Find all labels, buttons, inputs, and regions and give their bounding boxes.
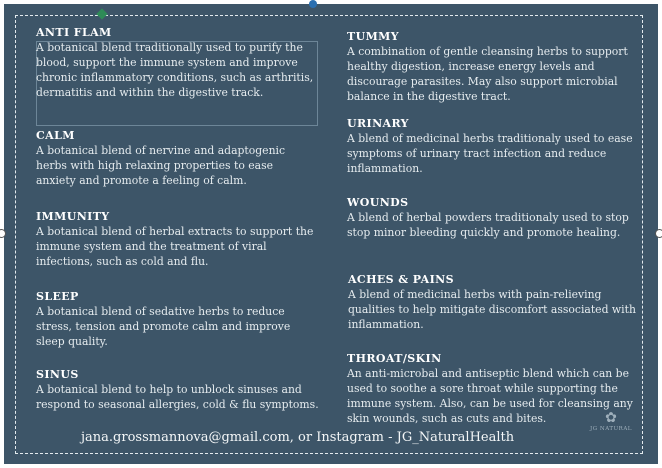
section-title: THROAT/SKIN [347,352,442,365]
section-text: A botanical blend of sedative herbs to reduce stress, tension and promote calm and improve sleep quality. [36,305,291,348]
section-immunity [36,210,316,269]
resize-handle-right[interactable] [655,229,662,238]
section-title: CALM [36,129,75,142]
section-title: ACHES & PAINS [348,273,454,286]
section-title: ANTI FLAM [36,26,112,39]
section-title: IMMUNITY [36,210,110,223]
section-aches-pains [348,273,640,332]
logo-text: JG NATURAL [590,426,632,432]
section-wounds [347,196,639,240]
section-text: A botanical blend of nervine and adaptogenic herbs with high relaxing properties to ease anxiety and promote a feeling of calm. [36,144,286,187]
section-sleep [36,290,316,349]
section-text: A blend of herbal powders traditionaly used to stop stop minor bleeding quickly and promote healing. [347,211,629,239]
leaf-icon: ✿ [605,410,617,426]
section-text: A combination of gentle cleansing herbs to support healthy digestion, increase energy levels and discourage parasites. May also support microbial balance in the digestive tract. [347,45,628,103]
section-text: A botanical blend traditionally used to purify the blood, support the immune system and improve chronic inflammatory conditions, such as arthritis, dermatitis and within the digestive track. [36,41,314,99]
brand-logo [586,410,636,450]
section-title: URINARY [347,117,409,130]
section-urinary [347,117,639,176]
section-tummy [347,30,639,104]
section-sinus [36,368,326,412]
section-text: A botanical blend of herbal extracts to support the immune system and the treatment of viral infections, such as cold and flu. [36,225,314,268]
section-title: SLEEP [36,290,79,303]
section-text: An anti-microbal and antiseptic blend which can be used to soothe a sore throat while supporting the immune system. Also, can be used for cleansing any skin wounds, such as cuts and bites. [347,367,633,425]
section-anti-flam [36,26,316,100]
section-title: TUMMY [347,30,399,43]
section-text: A blend of medicinal herbs with pain-relieving qualities to help mitigate discomfort associated with inflammation. [348,288,636,331]
section-calm [36,129,316,188]
contact-line: jana.grossmannova@gmail.com, or Instagram - JG_NaturalHealth [81,430,515,445]
section-title: SINUS [36,368,79,381]
section-title: WOUNDS [347,196,409,209]
section-text: A blend of medicinal herbs traditionaly used to ease symptoms of urinary tract infection and reduce inflammation. [347,132,633,175]
section-text: A botanical blend to help to unblock sinuses and respond to seasonal allergies, cold & flu symptoms. [36,383,319,411]
anchor-marker-blue-icon[interactable] [309,0,317,8]
